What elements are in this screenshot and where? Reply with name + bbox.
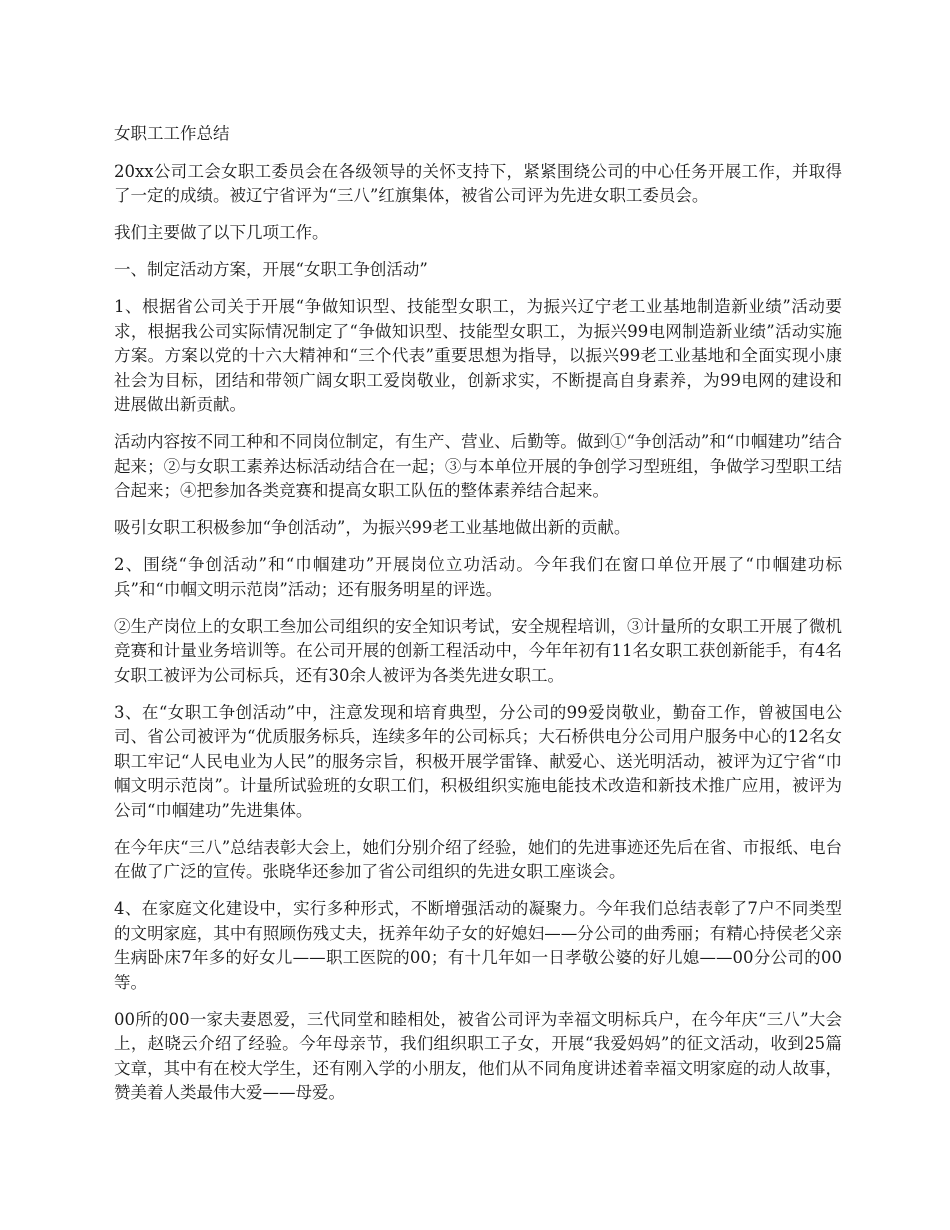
paragraph-item-1: 1、根据省公司关于开展“争做知识型、技能型女职工，为振兴辽宁老工业基地制造新业绩”活动要求，根据我公司实际情况制定了“争做知识型、技能型女职工，为振兴99电网制造新业绩”活动实施方案。方案以党的十六大精神和“三个代表”重要思想为指导，以振兴99老工业基地和全面实现小康社会为目标，团结和带领广阔女职工爱岗敬业，创新求实，不断提高自身素养，为99电网的建设和进展做出新贡献。 <box>114 297 842 414</box>
paragraph-item-4: 4、在家庭文化建设中，实行多种形式，不断增强活动的凝聚力。今年我们总结表彰了7户不同类型的文明家庭，其中有照顾伤残丈夫，抚养年幼子女的好媳妇——分公司的曲秀丽；有精心持侯老父亲生病卧床7年多的好女儿——职工医院的00；有十几年如一日孝敬公婆的好儿媳——00分公司的00等。 <box>114 899 842 992</box>
paragraph-intro: 20xx公司工会女职工委员会在各级领导的关怀支持下，紧紧围绕公司的中心任务开展工作，并取得了一定的成绩。被辽宁省评为“三八”红旗集体，被省公司评为先进女职工委员会。 <box>114 161 842 205</box>
paragraph-item-3: 3、在“女职工争创活动”中，注意发现和培育典型，分公司的99爱岗敬业，勤奋工作，曾被国电公司、省公司被评为“优质服务标兵，连续多年的公司标兵；大石桥供电分公司用户服务中心的12名女职工牢记“人民电业为人民”的服务宗旨，积极开展学雷锋、献爱心、送光明活动，被评为辽宁省“巾帼文明示范岗”。计量所试验班的女职工们，积极组织实施电能技术改造和新技术推广应用，被评为公司“巾帼建功”先进集体。 <box>114 702 842 820</box>
document-title: 女职工工作总结 <box>114 124 230 143</box>
paragraph-activity-content: 活动内容按不同工种和不同岗位制定，有生产、营业、后勤等。做到①“争创活动”和“巾帼建功”结合起来；②与女职工素养达标活动结合在一起；③与本单位开展的争创学习型班组，争做学习型职工结合起来；④把参加各类竞赛和提高女职工队伍的整体素养结合起来。 <box>114 432 842 500</box>
paragraph-attract: 吸引女职工积极参加“争创活动”，为振兴99老工业基地做出新的贡献。 <box>114 518 631 537</box>
section-heading-1: 一、制定活动方案，开展“女职工争创活动” <box>114 260 428 279</box>
paragraph-item-2: 2、围绕“争创活动”和“巾帼建功”开展岗位立功活动。今年我们在窗口单位开展了“巾帼建功标兵”和“巾帼文明示范岗”活动；还有服务明星的评选。 <box>114 555 842 599</box>
paragraph-commendation: 在今年庆“三八”总结表彰大会上，她们分别介绍了经验，她们的先进事迹还先后在省、市报纸、电台在做了广泛的宣传。张晓华还参加了省公司组织的先进女职工座谈会。 <box>114 837 842 881</box>
document-page <box>114 122 842 1118</box>
paragraph-overview: 我们主要做了以下几项工作。 <box>114 223 329 242</box>
paragraph-family: 00所的00一家夫妻恩爱，三代同堂和睦相处，被省公司评为幸福文明标兵户，在今年庆“三八”大会上，赵晓云介绍了经验。今年母亲节，我们组织职工子女，开展“我爱妈妈”的征文活动，收到25篇文章，其中有在校大学生，还有刚入学的小朋友，他们从不同角度讲述着幸福文明家庭的动人故事，赞美着人类最伟大爱——母爱。 <box>114 1009 842 1102</box>
paragraph-production-posts: ②生产岗位上的女职工叁加公司组织的安全知识考试，安全规程培训，③计量所的女职工开展了微机竞赛和计量业务培训等。在公司开展的创新工程活动中，今年年初有11名女职工获创新能手，有4名女职工被评为公司标兵，还有30余人被评为各类先进女职工。 <box>114 616 842 685</box>
